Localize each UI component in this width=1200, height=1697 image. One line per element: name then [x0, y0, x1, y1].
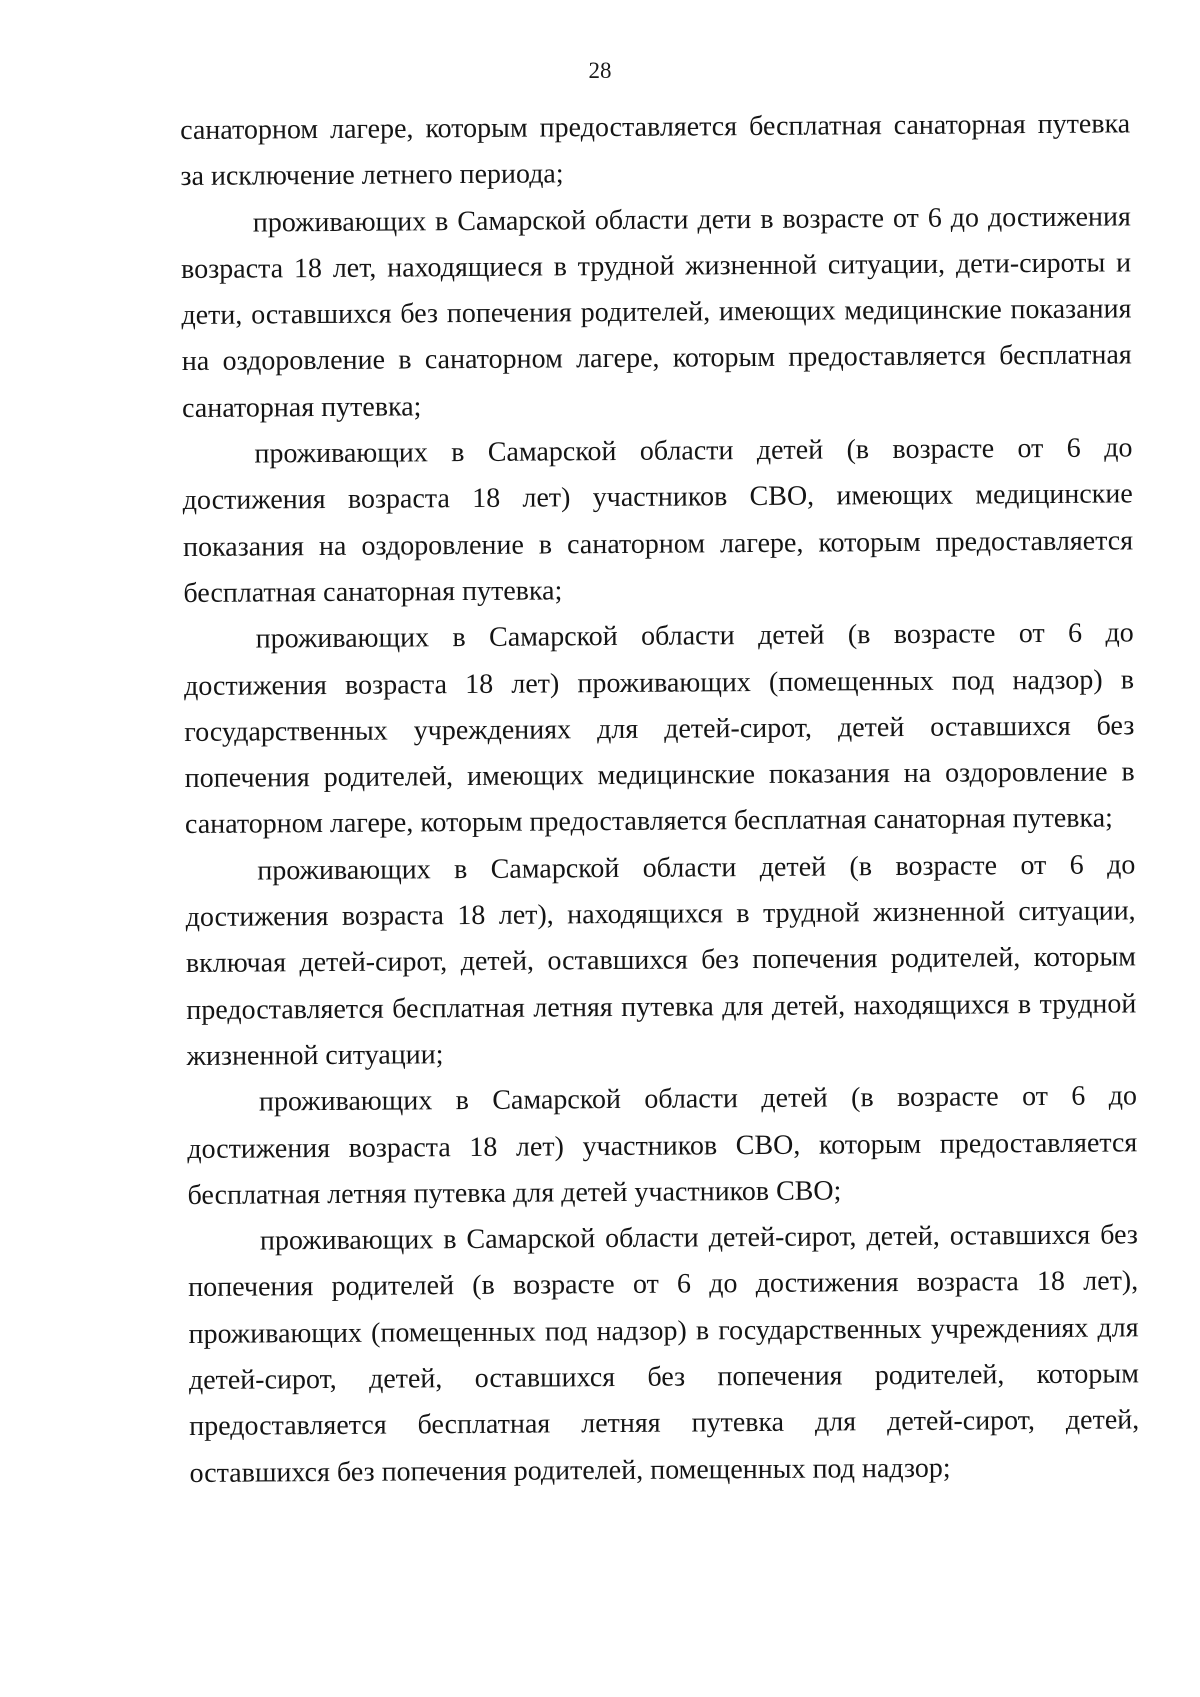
paragraph: проживающих в Самарской области дети в возрасте от 6 до достижения возраста 18 лет, находящиеся в трудной жизненной ситуации, дети-сироты и дети, оставшихся без попечения родителей, имеющих медицинские показания на оздоровление в санаторном лагере, которым предоставляется бесплатная санаторная путевка; — [181, 200, 1132, 424]
paragraph: проживающих в Самарской области детей (в возрасте от 6 до достижения возраста 18 лет) участников СВО, которым предоставляется бесплатная летняя путевка для детей участников СВО; — [187, 1080, 1138, 1211]
paragraph: санаторном лагере, которым предоставляется бесплатная санаторная путевка за исключение летнего периода; — [180, 108, 1131, 193]
paragraph: проживающих в Самарской области детей (в возрасте от 6 до достижения возраста 18 лет) проживающих (помещенных под надзор) в государственных учреждениях для детей-сирот, детей оставшихся без попечения родителей, имеющих медицинские показания на оздоровление в санаторном лагере, которым предоставляется бесплатная санаторная путевка; — [183, 617, 1135, 841]
document-body — [180, 101, 1140, 1497]
paragraph: проживающих в Самарской области детей-сирот, детей, оставшихся без попечения родителей (в возрасте от 6 до достижения возраста 18 лет), проживающих (помещенных под надзор) в государственных учреждениях для детей-сирот, детей, оставшихся без попечения родителей, которым предоставляется бесплатная летняя путевка для детей-сирот, детей, оставшихся без попечения родителей, помещенных под надзор; — [188, 1219, 1140, 1489]
paragraph: проживающих в Самарской области детей (в возрасте от 6 до достижения возраста 18 лет), находящихся в трудной жизненной ситуации, включая детей-сирот, детей, оставшихся без попечения родителей, которым предоставляется бесплатная летняя путевка для детей, находящихся в трудной жизненной ситуации; — [185, 849, 1137, 1072]
paragraph: проживающих в Самарской области детей (в возрасте от 6 до достижения возраста 18 лет) участников СВО, имеющих медицинские показания на оздоровление в санаторном лагере, которым предоставляется бесплатная санаторная путевка; — [182, 432, 1134, 609]
page-number: 28 — [588, 58, 612, 83]
